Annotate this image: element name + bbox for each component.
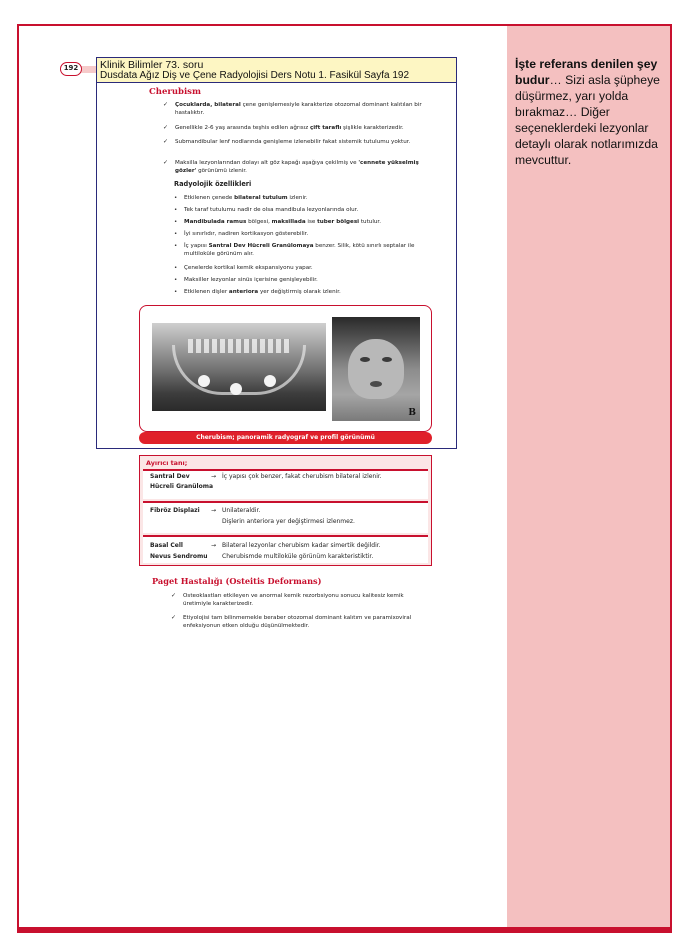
differential-title: Ayırıcı tanı;: [146, 459, 188, 467]
ddx-label: Hücreli Granüloma: [150, 483, 214, 490]
cherubism-title: Cherubism: [149, 87, 201, 97]
item-text: yer değiştirmiş olarak izlenir.: [258, 289, 341, 295]
item-text: bölgesi,: [246, 219, 272, 225]
item-text: Çenelerde kortikal kemik ekspansiyonu yapar.: [184, 265, 313, 271]
item-bold: Mandibulada ramus: [184, 219, 247, 225]
item-text: İç yapısı: [184, 243, 209, 249]
photo-mouth: [370, 381, 382, 387]
bullet-dot-icon: •: [174, 265, 178, 271]
item-text: tutulur.: [359, 219, 381, 225]
item-text: izlenir.: [287, 195, 308, 201]
photo-eye: [382, 357, 392, 362]
bullet-bold: çift taraflı: [309, 125, 342, 131]
xray-lesion: [230, 383, 242, 395]
bullet-text: çene genişlemesiyle karakterize otozomal dominant kalıtılan bir hastalıktır.: [175, 102, 422, 116]
photo-eye: [360, 357, 370, 362]
item-text: Maksiller lezyonlar sinüs içerisine genişleyebilir.: [184, 277, 318, 283]
differential-row: [143, 501, 428, 533]
ddx-text: Cherubismde multiloküle görünüm karakteristiktir.: [222, 553, 374, 560]
sidebar-note: [515, 56, 665, 168]
arrow-right-icon: →: [211, 542, 217, 549]
bullet-dot-icon: •: [174, 243, 178, 249]
sidebar-note-bold: İşte referans denilen şey budur: [515, 57, 658, 87]
bullet-text: Etiyolojisi tam bilinmemekle beraber otozomal dominant kalıtım ve paramixoviral enfeksiyonun etken olduğu düşünülmektedir.: [183, 615, 412, 629]
bullet-text: şişlikle karakterizedir.: [341, 125, 404, 131]
ddx-text: Dişlerin anteriora yer değiştirmesi izlenmez.: [222, 518, 355, 525]
item-bold: bilateral tutulum: [234, 195, 288, 201]
check-icon: ✓: [171, 614, 177, 621]
cherubism-bullet: [163, 101, 433, 117]
header-source: Dusdata Ağız Diş ve Çene Radyolojisi Ders Notu 1. Fasikül Sayfa 192: [100, 70, 410, 81]
radiologic-item: [174, 264, 434, 272]
figure-caption: Cherubism; panoramik radyograf ve profil görünümü: [139, 432, 432, 444]
arrow-right-icon: →: [211, 473, 217, 480]
ddx-text: Bilateral lezyonlar cherubism kadar simertik değildir.: [222, 542, 381, 549]
photo-face: [348, 339, 404, 399]
bullet-text: Submandibular lenf nodlarında genişleme izlenebilir fakat sistemik tutulumu yoktur.: [175, 139, 411, 145]
xray-lesion: [198, 375, 210, 387]
check-icon: ✓: [163, 124, 169, 131]
xray-lesion: [264, 375, 276, 387]
paget-bullet: [171, 614, 433, 630]
radiologic-heading: Radyolojik özellikleri: [174, 180, 252, 188]
item-text: İyi sınırlıdır, nadiren kortikasyon gösterebilir.: [184, 231, 309, 237]
check-icon: ✓: [163, 138, 169, 145]
check-icon: ✓: [171, 592, 177, 599]
item-bold: Santral Dev Hücreli Granülomaya: [208, 243, 314, 249]
bullet-bold: 'cennete yükselmiş gözler': [175, 160, 419, 174]
radiologic-item: [174, 218, 434, 226]
item-bold: tuber bölgesi: [317, 219, 360, 225]
ddx-text: Unilateraldir.: [222, 507, 261, 514]
bullet-text: Osteoklastları etkileyen ve anormal kemik rezorbsiyonu sonucu kalitesiz kemik üretimiyle karakterizedir.: [183, 593, 404, 607]
item-bold: maksillada: [271, 219, 306, 225]
arrow-right-icon: →: [211, 507, 217, 514]
bullet-dot-icon: •: [174, 207, 178, 213]
bullet-text: Maksilla lezyonlarından dolayı alt göz kapağı aşağıya çekilmiş ve: [175, 160, 359, 166]
ddx-label: Basal Cell: [150, 542, 183, 549]
bottom-bar: [17, 927, 672, 933]
radiologic-item: [174, 230, 434, 238]
bullet-bold: Çocuklarda, bilateral: [175, 102, 241, 108]
source-header: [96, 57, 457, 83]
photo-label: B: [408, 408, 416, 418]
cherubism-bullet: [163, 159, 433, 175]
radiologic-item: [174, 276, 434, 284]
bullet-dot-icon: •: [174, 219, 178, 225]
radiologic-item: [174, 206, 434, 214]
item-text: benzer. Silik, kötü sınırlı septalar ile multiloküle görünüm alır.: [184, 243, 415, 257]
bullet-dot-icon: •: [174, 289, 178, 295]
check-icon: ✓: [163, 159, 169, 166]
ddx-label: Nevus Sendromu: [150, 553, 208, 560]
radiologic-item: [174, 242, 434, 258]
sidebar-note-text: … Sizi asla şüpheye düşürmez, yarı yolda bırakmaz… Diğer seçeneklerdeki lezyonlar detaylı olarak notlarımızda mevcuttur.: [515, 73, 660, 167]
page-number-badge: 192: [60, 62, 82, 76]
panoramic-radiograph-image: [152, 323, 326, 411]
radiologic-item: [174, 194, 434, 202]
page-badge-tail: [80, 66, 96, 73]
bullet-dot-icon: •: [174, 231, 178, 237]
header-question: Klinik Bilimler 73. soru: [100, 59, 204, 71]
item-bold: anteriora: [228, 289, 259, 295]
bullet-text: Genellikle 2-6 yaş arasında teşhis edilen ağrısız: [175, 125, 310, 131]
ddx-text: İç yapısı çok benzer, fakat cherubism bilateral izlenir.: [222, 473, 382, 480]
paget-bullet: [171, 592, 433, 608]
item-text: Etkilenen çenede: [184, 195, 235, 201]
patient-profile-photo: [332, 317, 420, 421]
ddx-label: Fibröz Displazi: [150, 507, 200, 514]
item-text: Etkilenen dişler: [184, 289, 229, 295]
bullet-text: görünümü izlenir.: [196, 168, 247, 174]
item-text: ise: [305, 219, 318, 225]
cherubism-bullet: [163, 124, 433, 132]
ddx-label: Santral Dev: [150, 473, 190, 480]
item-text: Tek taraf tutulumu nadir de olsa mandibula lezyonlarında olur.: [184, 207, 359, 213]
paget-title: Paget Hastalığı (Osteitis Deformans): [152, 576, 322, 586]
cherubism-bullet: [163, 138, 433, 146]
bullet-dot-icon: •: [174, 195, 178, 201]
bullet-dot-icon: •: [174, 277, 178, 283]
check-icon: ✓: [163, 101, 169, 108]
radiologic-item: [174, 288, 434, 296]
